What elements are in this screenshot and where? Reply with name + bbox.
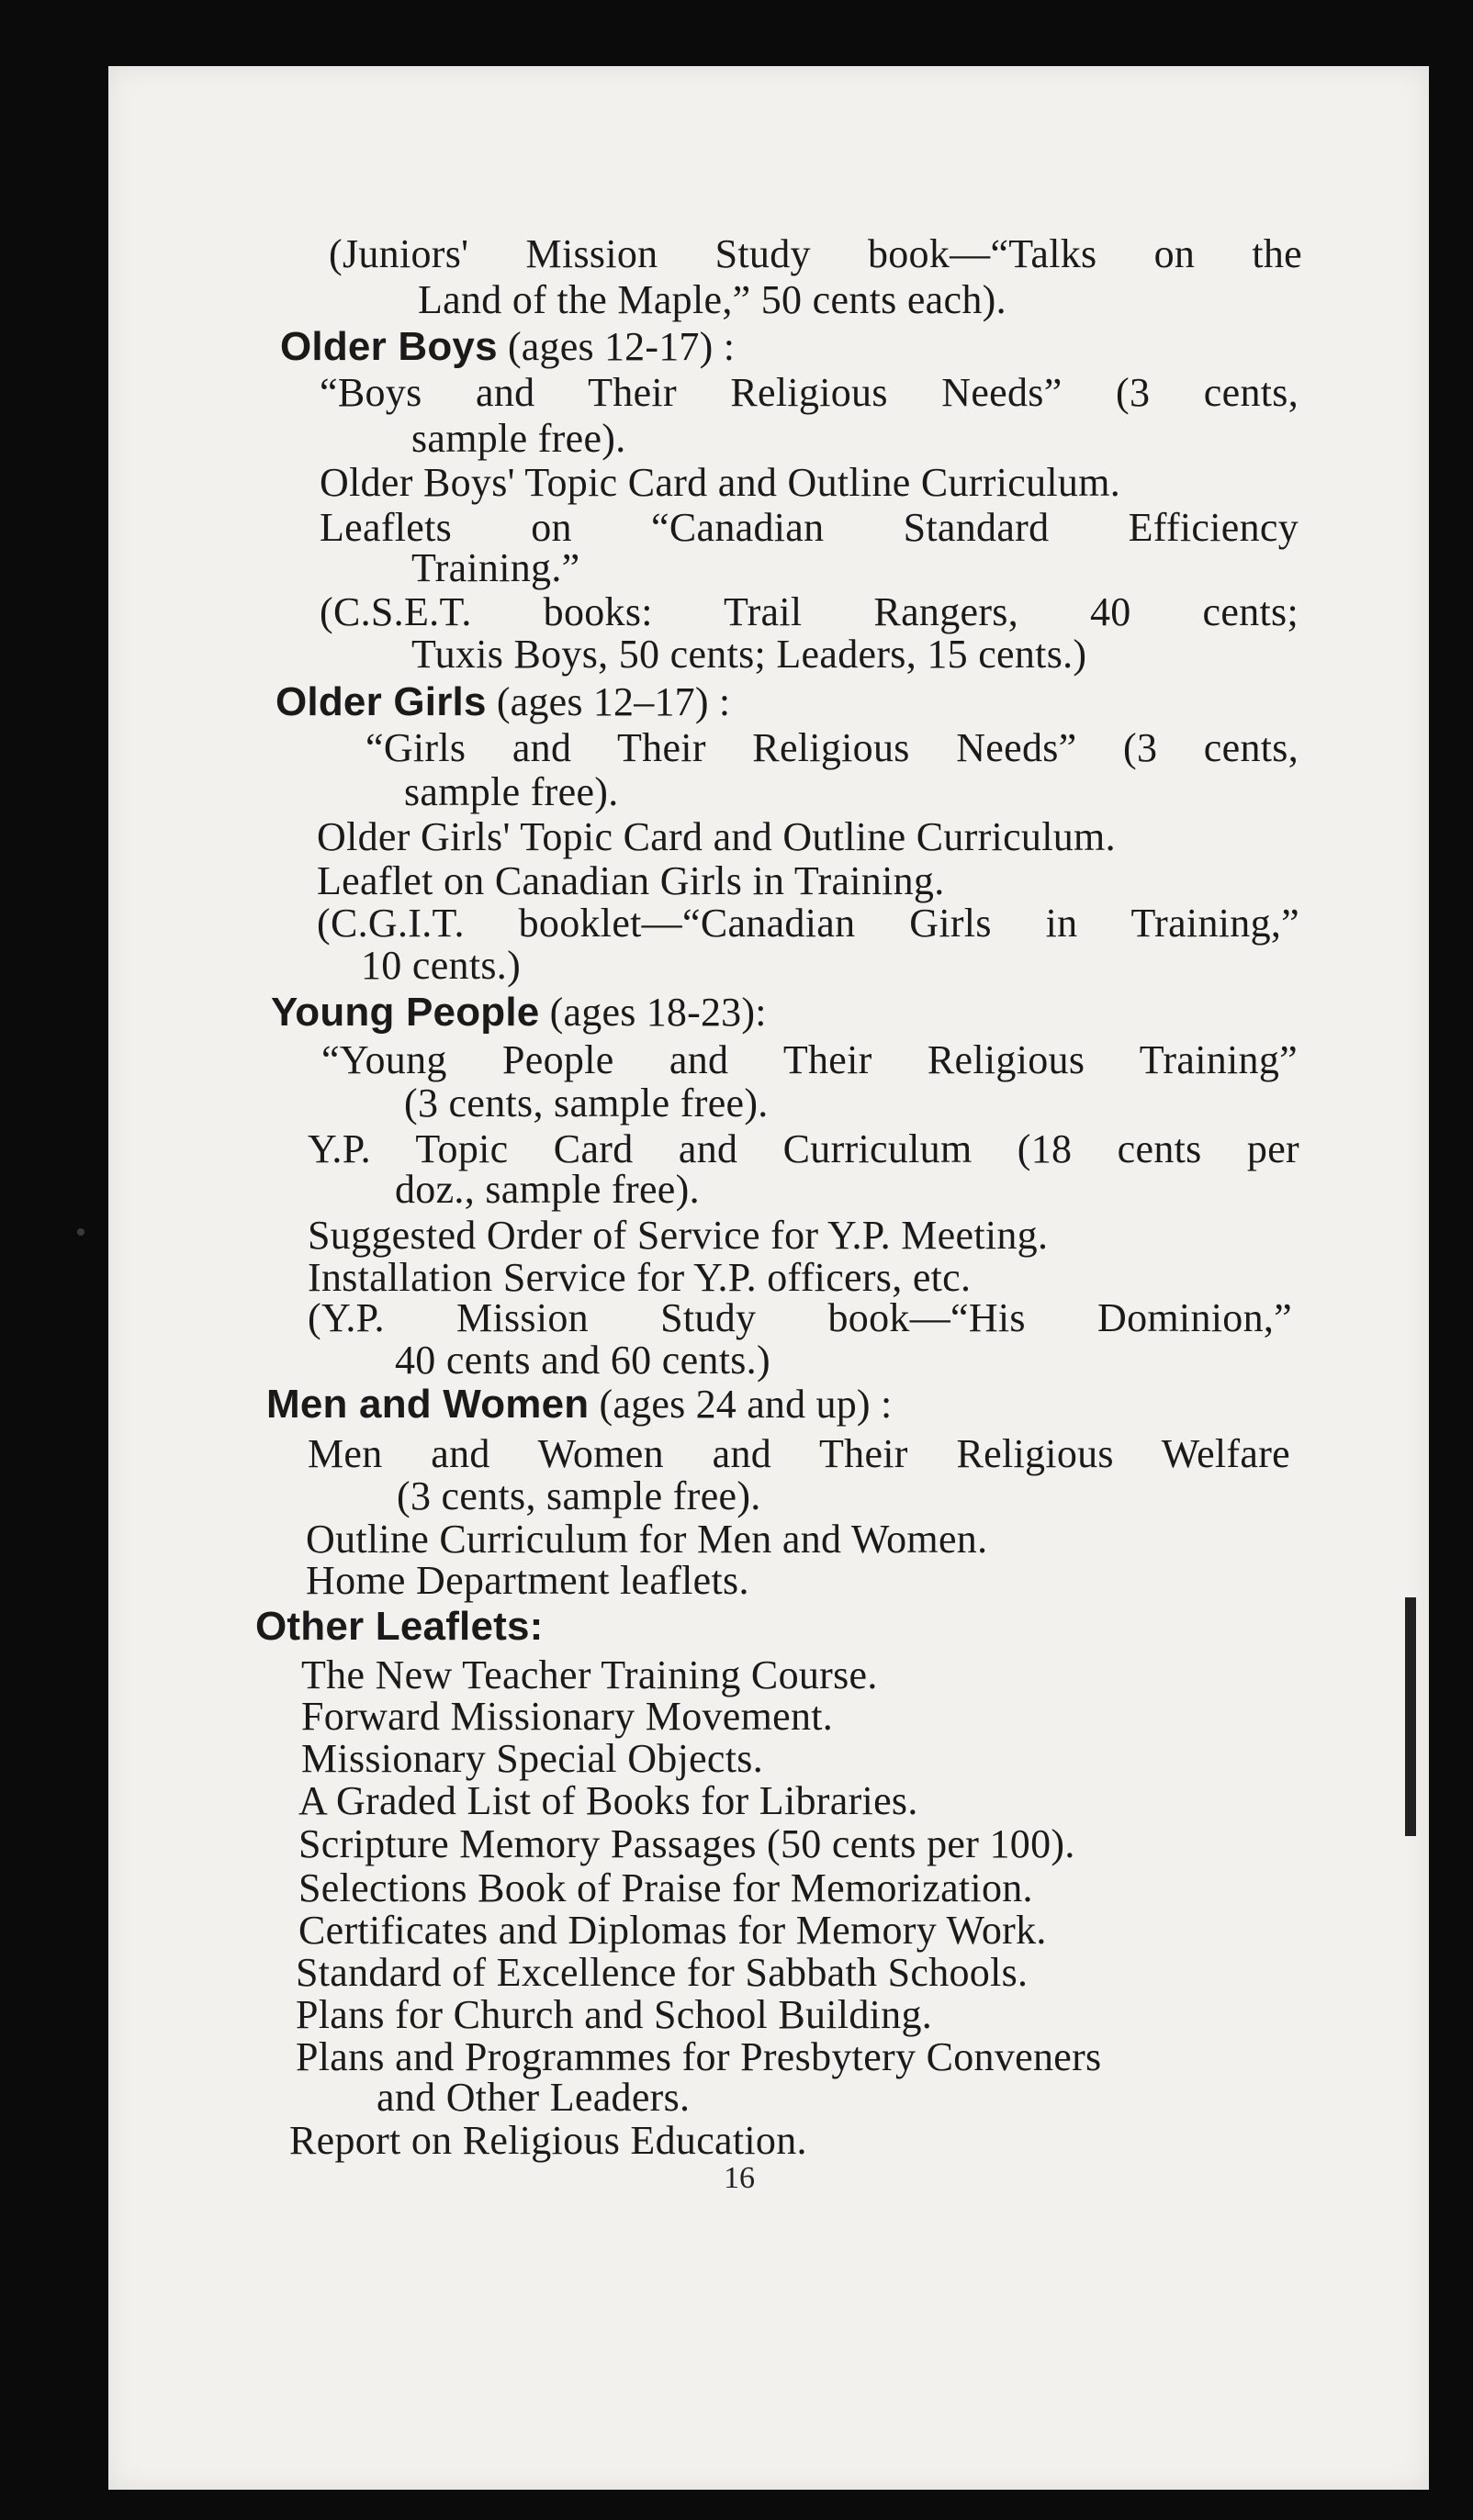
text-line: and Other Leaders. bbox=[377, 2075, 691, 2120]
text-line: Certificates and Diplomas for Memory Work. bbox=[298, 1908, 1047, 1953]
heading-ages: (ages 12-17) : bbox=[497, 324, 736, 369]
text-line: “Boys and Their Religious Needs” (3 cents, bbox=[320, 370, 1299, 415]
text-line: Missionary Special Objects. bbox=[301, 1736, 764, 1781]
heading-ages: (ages 18-23): bbox=[539, 990, 767, 1035]
section-heading-older-girls bbox=[275, 679, 731, 724]
heading-title: Young People bbox=[271, 990, 540, 1035]
text-line: Y.P. Topic Card and Curriculum (18 cents per bbox=[308, 1126, 1299, 1171]
text-line: (Y.P. Mission Study book—“His Dominion,” bbox=[308, 1295, 1292, 1340]
text-line: (C.S.E.T. books: Trail Rangers, 40 cents; bbox=[320, 589, 1299, 634]
text-line: doz., sample free). bbox=[395, 1167, 700, 1212]
heading-title: Other Leaflets: bbox=[255, 1604, 544, 1649]
page-edge-shadow bbox=[1405, 1597, 1416, 1836]
text-line: 40 cents and 60 cents.) bbox=[395, 1338, 770, 1383]
text-line: Older Girls' Topic Card and Outline Curriculum. bbox=[317, 814, 1116, 859]
heading-title: Older Boys bbox=[280, 324, 498, 369]
text-line: Land of the Maple,” 50 cents each). bbox=[418, 277, 1006, 322]
text-line: sample free). bbox=[411, 416, 626, 461]
section-heading-other-leaflets bbox=[255, 1604, 544, 1649]
text-line: (C.G.I.T. booklet—“Canadian Girls in Training,” bbox=[317, 901, 1299, 946]
text-line: Installation Service for Y.P. officers, etc. bbox=[308, 1255, 972, 1300]
section-heading-young-people bbox=[271, 992, 767, 1033]
text-line: Suggested Order of Service for Y.P. Meeting. bbox=[308, 1213, 1049, 1258]
heading-ages: (ages 24 and up) : bbox=[589, 1382, 893, 1427]
text-line: Leaflets on “Canadian Standard Efficiency bbox=[320, 505, 1299, 550]
text-line: (Juniors' Mission Study book—“Talks on the bbox=[329, 231, 1302, 276]
text-line: Scripture Memory Passages (50 cents per 100). bbox=[298, 1821, 1075, 1866]
text-line: Training.” bbox=[411, 545, 580, 590]
margin-speck bbox=[77, 1228, 84, 1236]
text-line: Men and Women and Their Religious Welfare bbox=[308, 1431, 1290, 1476]
page-number: 16 bbox=[724, 2161, 755, 2195]
text-line: Tuxis Boys, 50 cents; Leaders, 15 cents.) bbox=[411, 632, 1087, 677]
heading-title: Older Girls bbox=[275, 679, 487, 724]
text-line: Plans and Programmes for Presbytery Conveners bbox=[296, 2034, 1102, 2079]
section-heading-men-women bbox=[266, 1384, 892, 1425]
text-line: sample free). bbox=[404, 769, 619, 814]
text-line: (3 cents, sample free). bbox=[397, 1473, 761, 1518]
text-line: Forward Missionary Movement. bbox=[301, 1694, 834, 1739]
section-heading-older-boys bbox=[280, 324, 736, 369]
text-line: A Graded List of Books for Libraries. bbox=[298, 1778, 918, 1823]
heading-ages: (ages 12–17) : bbox=[486, 679, 731, 724]
text-line: (3 cents, sample free). bbox=[404, 1081, 769, 1126]
text-line: Report on Religious Education. bbox=[289, 2118, 807, 2163]
text-line: Leaflet on Canadian Girls in Training. bbox=[317, 858, 945, 903]
text-line: Plans for Church and School Building. bbox=[296, 1992, 933, 2037]
heading-title: Men and Women bbox=[266, 1382, 590, 1427]
text-line: Home Department leaflets. bbox=[306, 1558, 749, 1603]
text-line: Selections Book of Praise for Memorization. bbox=[298, 1865, 1033, 1910]
text-line: The New Teacher Training Course. bbox=[301, 1652, 878, 1697]
text-line: “Young People and Their Religious Training” bbox=[321, 1037, 1298, 1082]
text-line: Outline Curriculum for Men and Women. bbox=[306, 1517, 988, 1562]
text-line: Older Boys' Topic Card and Outline Curriculum. bbox=[320, 460, 1121, 505]
text-line: “Girls and Their Religious Needs” (3 cents, bbox=[365, 725, 1299, 770]
text-line: Standard of Excellence for Sabbath Schools. bbox=[296, 1950, 1029, 1995]
text-line: 10 cents.) bbox=[361, 943, 522, 988]
